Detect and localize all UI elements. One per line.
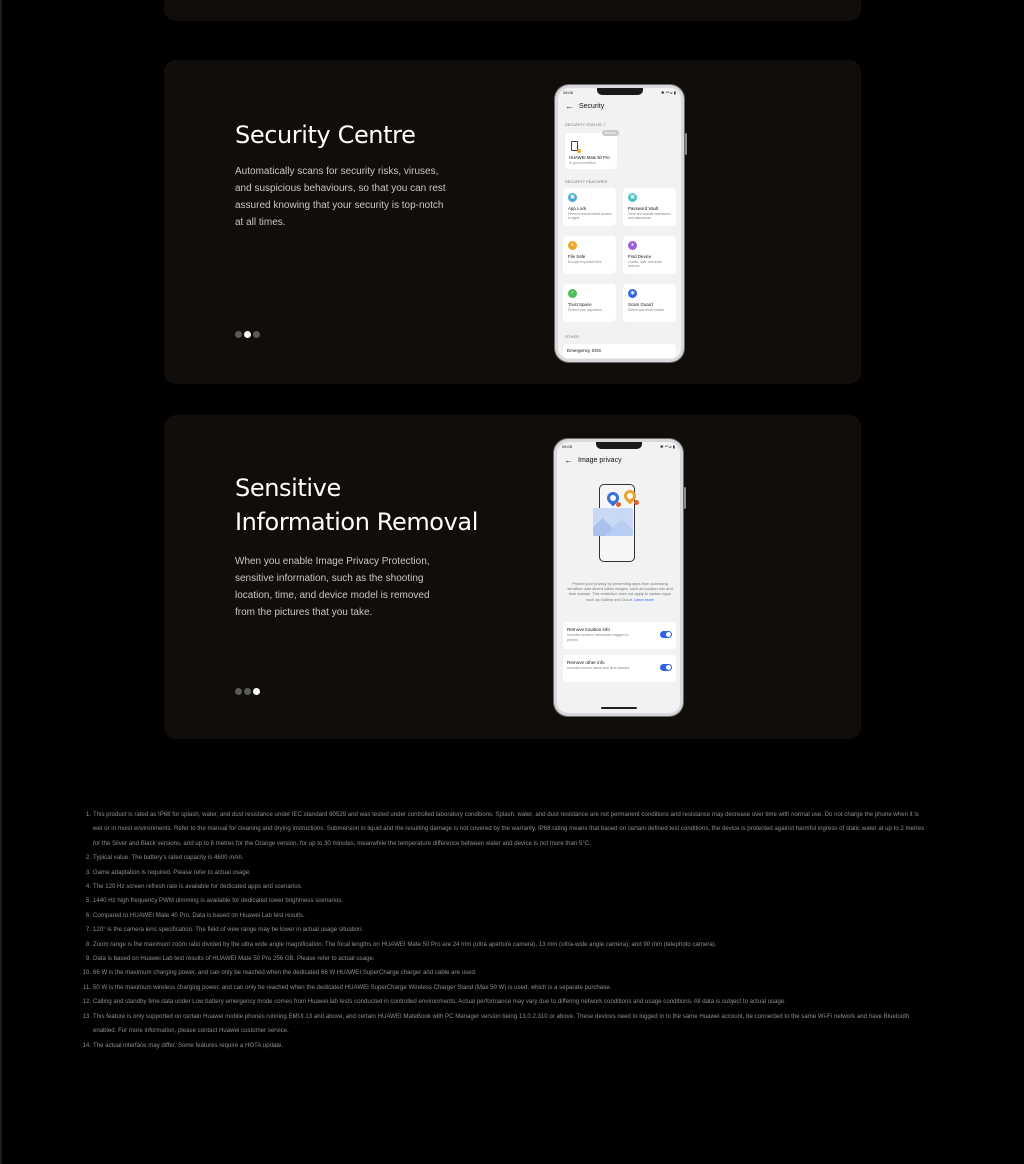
footnote-item	[77, 866, 927, 880]
footnote-item	[77, 923, 927, 937]
footnote-number: 13.	[82, 1012, 91, 1020]
toggle-title: Remove location info	[567, 627, 610, 632]
slide-title-line-1: Sensitive	[235, 474, 341, 502]
footnote-number: 8.	[85, 940, 91, 948]
feature-name: App Lock	[568, 206, 587, 211]
slide-pagination	[235, 688, 260, 695]
feature-desc: Prevent unauthorized access to apps	[568, 212, 612, 221]
footnote-number: 6.	[85, 911, 91, 919]
shield-icon: ✓	[568, 289, 577, 298]
status-bar	[562, 444, 675, 449]
footnote-text: This product is rated as IP68 for splash, water, and dust resistance under IEC standard 60529 and was tested under controlled laboratory conditions. Splash, water, and dust resistance are not permanent conditions and resistance may decrease over time with normal use. Do not charge the phone when it is wet or in moist environments. Refer to the manual for cleaning and drying instructions. Submersion in liquid and the resulting damage is not covered by the warranty. IP68 rating means that based on certain defined test conditions, the device is protected against harmful ingress of static water at up to 2 metres for the Silver and Black versions, and up to 6 metres for the Orange version, for up to 30 minutes, meanwhile the temperature difference between water and device is not more than 5°C.	[93, 811, 925, 847]
app-header	[564, 456, 622, 465]
remove-badge-icon	[616, 502, 621, 507]
sensitive-info-removal-card	[164, 415, 861, 739]
feature-find-device[interactable]	[623, 236, 676, 274]
image-privacy-illustration	[589, 478, 649, 568]
footnote-text: 66 W is the maximum charging power, and can only be reached when the dedicated 66 W HUAWEI SuperCharge charger and cable are used.	[93, 969, 477, 977]
footnote-item	[77, 1010, 927, 1039]
footnote-number: 4.	[85, 883, 91, 891]
status-icons: ✱ ⁴ᴳ⊿ ▮	[660, 444, 675, 449]
feature-name: File Safe	[568, 254, 586, 259]
feature-trust-space[interactable]	[563, 284, 616, 322]
privacy-description-text: Protect your privacy by preventing apps from accessing sensitive data stored within images, such as location info and time stamps. This restriction does not apply to system apps such as Gallery and Cloud.	[567, 581, 673, 602]
pagination-dot-1[interactable]	[235, 331, 242, 338]
footnote-text: 1440 Hz high frequency PWM dimming is available for dedicated lower brightness scenarios.	[93, 897, 343, 905]
previous-slide-card	[164, 0, 861, 21]
feature-desc: Locate, lock, and track devices	[628, 260, 662, 269]
footnote-item	[77, 1039, 927, 1053]
feature-name: Find Device	[628, 254, 652, 259]
scam-guard-icon: ◉	[628, 289, 637, 298]
footnote-item	[77, 938, 927, 952]
footnote-item	[77, 808, 927, 851]
slide-pagination	[235, 331, 260, 338]
footnote-number: 1.	[85, 811, 91, 818]
feature-desc: Encrypt important files	[568, 260, 602, 264]
feature-app-lock[interactable]	[563, 188, 616, 226]
footnote-item	[77, 952, 927, 966]
feature-name: Password Vault	[628, 206, 659, 211]
footnote-number: 9.	[85, 955, 91, 963]
remove-location-toggle[interactable]	[660, 631, 672, 638]
security-status-label: SECURITY STATUS ⓘ	[565, 122, 607, 127]
footnote-item	[77, 909, 927, 923]
security-centre-card	[164, 60, 861, 384]
photo-icon	[593, 508, 633, 536]
remove-badge-icon	[634, 500, 639, 505]
footnote-text: Calling and standby time data under Low battery emergency mode comes from Huawei lab tests conducted in controlled environments. Actual performance may vary due to differing network conditions and usage conditions. All data is subject to actual usage.	[93, 998, 786, 1006]
home-indicator	[601, 707, 637, 709]
feature-name: Scam Guard	[628, 302, 653, 307]
status-time: 08:08	[563, 90, 574, 95]
footnote-text: Zoom range is the maximum zoom ratio divided by the ultra wide angle magnification. The focal lengths on HUAWEI Mate 50 Pro are 24 mm (ultra aperture camera), 13 mm (ultra-wide angle camera), and 90 mm (telephoto camera).	[93, 940, 717, 948]
footnote-item	[77, 851, 927, 865]
security-features-label: SECURITY FEATURES	[565, 179, 608, 184]
location-pin-icon: ●	[628, 241, 637, 250]
remove-location-info-row[interactable]	[563, 622, 676, 649]
app-title: Security	[579, 103, 605, 110]
footnote-item	[77, 894, 927, 908]
emergency-sos-row[interactable]	[563, 344, 676, 358]
pagination-dot-3[interactable]	[253, 688, 260, 695]
pagination-dot-2[interactable]	[244, 331, 251, 338]
back-arrow-icon[interactable]: ←	[565, 101, 574, 111]
feature-desc: Save and autofill usernames and passwords	[628, 212, 671, 221]
phone-mockup-image-privacy	[554, 439, 683, 716]
feature-scam-guard[interactable]	[623, 284, 676, 322]
pagination-dot-3[interactable]	[253, 331, 260, 338]
footnote-number: 2.	[85, 854, 91, 862]
footnote-number: 5.	[85, 897, 91, 905]
footnotes-list	[77, 808, 927, 1053]
feature-name: Trust Space	[568, 302, 592, 307]
feature-desc: Detect and block scams	[628, 308, 664, 312]
slide-description: Automatically scans for security risks, viruses, and suspicious behaviours, so that you can rest assured knowing that your security is top-notch at all times.	[235, 166, 446, 228]
remove-other-info-row[interactable]	[563, 655, 676, 682]
app-header	[565, 102, 604, 111]
footnote-text: The 120 Hz screen refresh rate is available for dedicated apps and scenarios.	[93, 883, 303, 891]
page-edge-line	[0, 0, 2, 1164]
slide-title: Security Centre	[235, 121, 416, 149]
file-safe-icon: ≡	[568, 241, 577, 250]
lock-icon: ▣	[568, 193, 577, 202]
phone-screen	[557, 442, 680, 713]
device-status: In good condition	[569, 161, 596, 165]
privacy-description	[565, 581, 675, 602]
footnote-number: 3.	[85, 868, 91, 876]
footnote-item	[77, 880, 927, 894]
footnote-number: 11.	[82, 983, 91, 991]
device-status-card[interactable]	[565, 133, 617, 169]
footnote-text: Data is based on Huawei Lab test results of HUAWEI Mate 50 Pro 256 GB. Please refer to actual usage.	[93, 955, 375, 963]
toggle-desc: Includes device name and time stamps	[567, 666, 630, 670]
footnote-item	[77, 995, 927, 1009]
phone-mockup-security	[555, 85, 684, 362]
feature-desc: Protect your payments	[568, 308, 602, 312]
phone-screen	[558, 88, 681, 359]
footnote-number: 14.	[82, 1041, 91, 1049]
footnote-text: Game adaptation is required. Please refer to actual usage.	[93, 868, 251, 876]
learn-more-link[interactable]: Learn more	[633, 596, 654, 602]
footnote-item	[77, 966, 927, 980]
status-badge: Secure	[602, 130, 619, 136]
pagination-dot-2[interactable]	[244, 688, 251, 695]
app-title: Image privacy	[578, 457, 622, 464]
footnote-number: 7.	[85, 926, 91, 934]
footnote-text: This feature is only supported on certain Huawei mobile phones running EMUI 13 and above, and certain HUAWEI MateBook with PC Manager version being 13.0.2.310 or above. These devices need to logged in to the same Huawei account, be connected to the same Wi-Fi network and have Bluetooth enabled. For more information, please contact Huawei customer service.	[93, 1012, 910, 1035]
feature-file-safe[interactable]	[563, 236, 616, 274]
footnote-text: Compared to HUAWEI Mate 40 Pro. Data is based on Huawei Lab test results.	[93, 911, 305, 919]
feature-password-vault[interactable]	[623, 188, 676, 226]
footnote-text: Typical value. The battery's rated capacity is 4600 mAh.	[93, 854, 244, 862]
other-label: OTHER	[565, 334, 579, 339]
status-bar	[563, 90, 676, 95]
toggle-title: Remove other info	[567, 660, 605, 665]
key-icon: ▣	[628, 193, 637, 202]
status-icons: ✱ ⁴ᴳ⊿ ▮	[661, 90, 676, 95]
footnote-number: 12.	[82, 998, 91, 1006]
back-arrow-icon[interactable]: ←	[564, 455, 573, 465]
slide-title-line-2: Information Removal	[235, 508, 478, 536]
footnote-text: 120° is the camera lens specification. The field of view range may be lower in actual usage situation.	[93, 926, 364, 934]
emergency-sos-label: Emergency SOS	[567, 348, 602, 353]
slide-description: When you enable Image Privacy Protection, sensitive information, such as the shooting location, time, and device model is removed from the pictures that you take.	[235, 556, 430, 618]
footnote-text: 50 W is the maximum wireless charging power, and can only be reached when the dedicated HUAWEI SuperCharge Wireless Charger Stand (Max 50 W) is used, which is a separate purchase.	[93, 983, 612, 991]
phone-device-icon	[571, 141, 578, 151]
device-name: HUAWEI Mate 50 Pro	[569, 155, 610, 160]
toggle-desc: Includes location information tagged to photos	[567, 633, 629, 642]
footnote-item	[77, 981, 927, 995]
remove-other-toggle[interactable]	[660, 664, 672, 671]
status-time: 08:08	[562, 444, 573, 449]
footnote-number: 10.	[82, 969, 91, 977]
pagination-dot-1[interactable]	[235, 688, 242, 695]
footnote-text: The actual interface may differ. Some features require a HOTA update.	[93, 1041, 284, 1049]
